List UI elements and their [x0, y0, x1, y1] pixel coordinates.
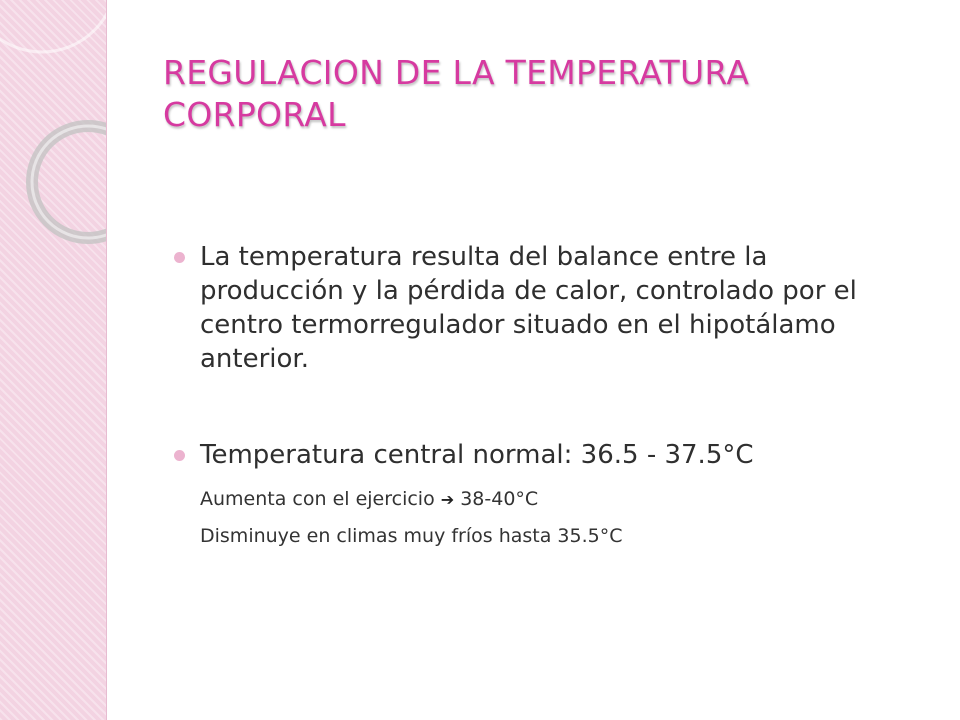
note-exercise [200, 486, 892, 513]
note-cold-climate: Disminuye en climas muy fríos hasta 35.5°C [200, 525, 623, 547]
arrow-right-icon: ➔ [440, 490, 455, 509]
slide-title: REGULACION DE LA TEMPERATURA CORPORAL [163, 53, 750, 134]
bullet-item [172, 240, 892, 376]
note-text: Aumenta con el ejercicio [200, 488, 435, 510]
slide-content [172, 240, 892, 549]
note-value: 38-40°C [460, 488, 539, 510]
decorative-side-band [0, 0, 107, 720]
bullet-text: Temperatura central normal: 36.5 - 37.5°C [200, 440, 754, 470]
bullet-text: La temperatura resulta del balance entre la producción y la pérdida de calor, controlado por el centro termorregulador situado en el hipotálamo anterior. [200, 242, 857, 374]
bullet-dot-icon [174, 252, 185, 263]
bullet-dot-icon [174, 450, 185, 461]
bullet-item [172, 438, 892, 472]
decorative-rings [0, 0, 106, 720]
